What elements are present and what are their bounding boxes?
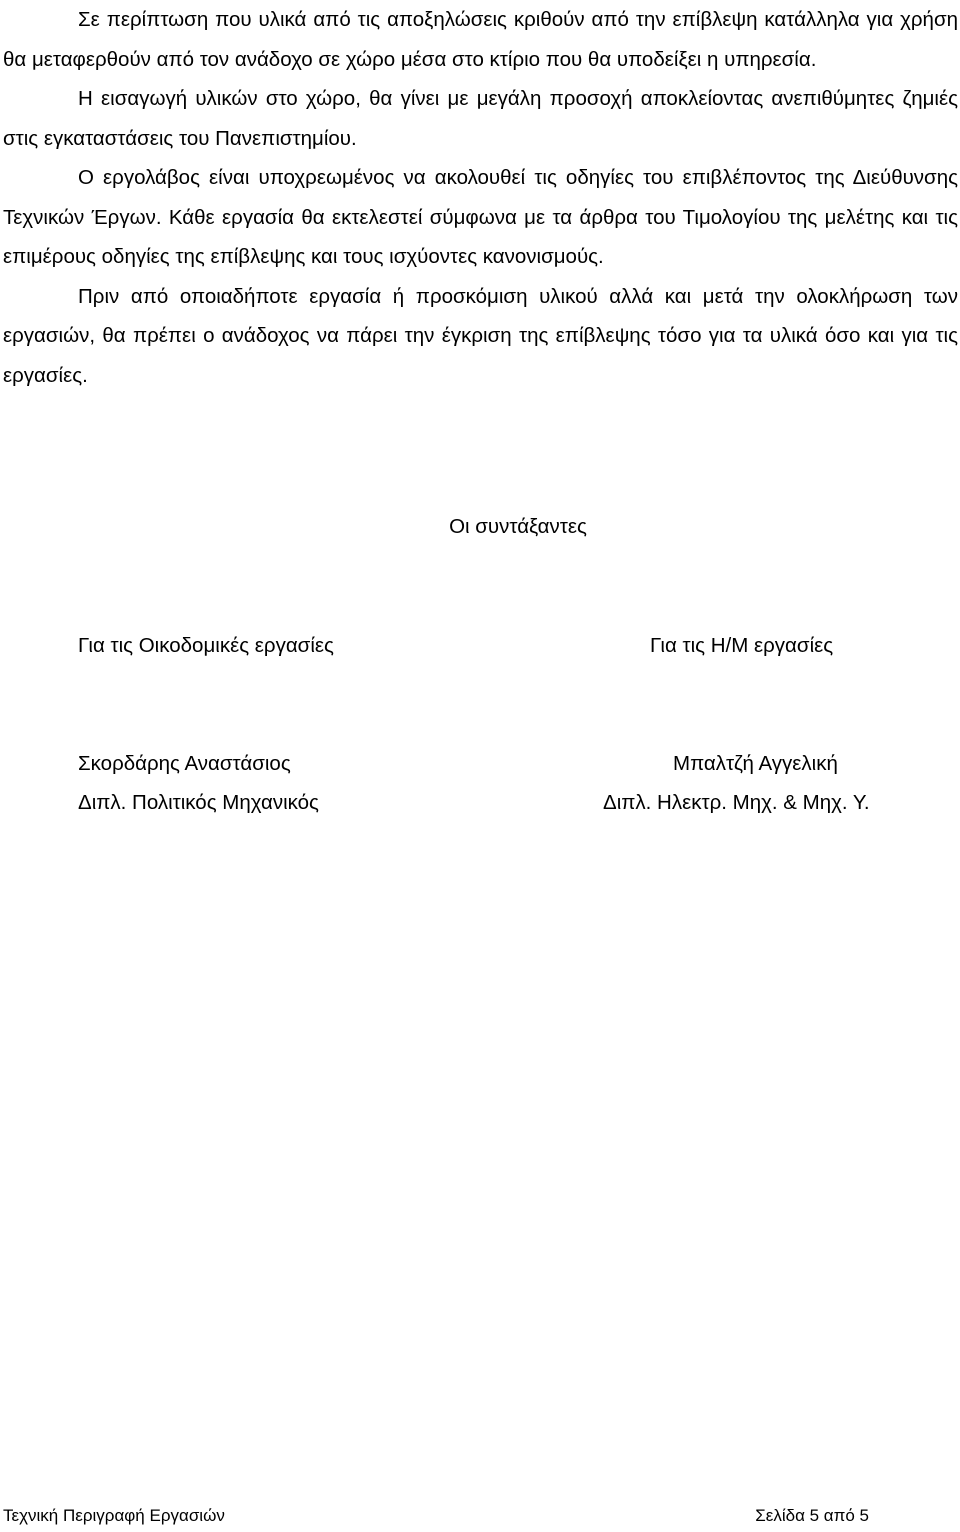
paragraph-materials-reuse: Σε περίπτωση που υλικά από τις αποξηλώσεις κριθούν από την επίβλεψη κατάλληλα για χρήση θα μεταφερθούν από τον ανάδοχο σε χώρο μέσα στο κτίριο που θα υποδείξει η υπηρεσία. [3, 8, 958, 71]
page-footer [3, 1505, 869, 1527]
left-signatory-title: Διπλ. Πολιτικός Μηχανικός [78, 791, 319, 814]
paragraph-materials-import: Η εισαγωγή υλικών στο χώρο, θα γίνει με μεγάλη προσοχή αποκλείοντας ανεπιθύμητες ζημιές στις εγκαταστάσεις του Πανεπιστημίου. [3, 87, 958, 150]
right-signatory-name: Μπαλτζή Αγγελική [673, 752, 838, 775]
right-signatory-heading: Για τις Η/Μ εργασίες [650, 634, 834, 657]
right-signatory-title: Διπλ. Ηλεκτρ. Μηχ. & Μηχ. Υ. [603, 791, 870, 814]
left-signatory [78, 744, 458, 822]
footer-document-title: Τεχνική Περιγραφή Εργασιών [3, 1506, 225, 1525]
right-signatory [603, 744, 953, 822]
authors-title: Οι συντάξαντες [449, 515, 587, 538]
paragraph-approval: Πριν από οποιαδήποτε εργασία ή προσκόμιση υλικού αλλά και μετά την ολοκλήρωση των εργασιών, θα πρέπει ο ανάδοχος να πάρει την έγκριση της επίβλεψης τόσο για τα υλικά όσο και για τις εργασίες. [3, 284, 958, 387]
body-text [3, 0, 958, 395]
left-signatory-name: Σκορδάρης Αναστάσιος [78, 752, 291, 775]
left-signatory-heading: Για τις Οικοδομικές εργασίες [78, 634, 334, 657]
paragraph-contractor-obligations: Ο εργολάβος είναι υποχρεωμένος να ακολουθεί τις οδηγίες του επιβλέποντος της Διεύθυνσης Τεχνικών Έργων. Κάθε εργασία θα εκτελεστεί σύμφωνα με τα άρθρα του Τιμολογίου της μελέτης και τις επιμέρους οδηγίες της επίβλεψης και τους ισχύοντες κανονισμούς. [3, 166, 958, 268]
footer-page-number: Σελίδα 5 από 5 [755, 1506, 869, 1525]
